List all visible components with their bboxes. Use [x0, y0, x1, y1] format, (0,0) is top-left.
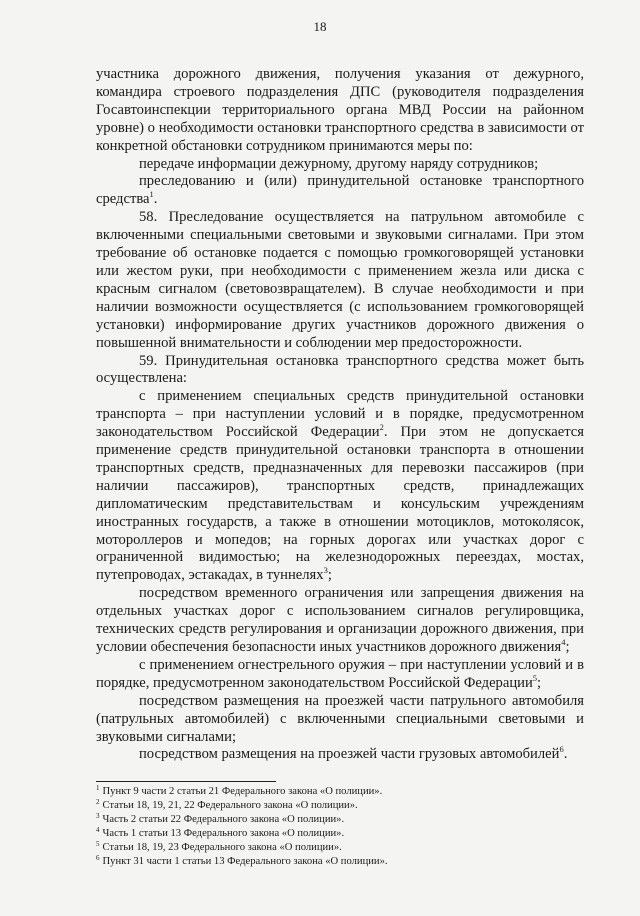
paragraph-59: 59. Принудительная остановка транспортного средства может быть осуществлена: [96, 352, 584, 387]
footnote-4: $^4$ Часть 1 статьи 13 Федерального закона «О полиции». [96, 826, 345, 839]
footnote-6: $^6$ Пункт 31 части 1 статьи 13 Федерального закона «О полиции». [96, 854, 388, 867]
paragraph-item-pursuit: преследованию и (или) принудительной остановке транспортного средства$^1$. [96, 173, 584, 208]
footnote-3: $^3$ Часть 2 статьи 22 Федерального закона «О полиции». [96, 812, 345, 825]
footnote-ref: 2 [379, 422, 384, 433]
paragraph-item-patrol-car-placement: посредством размещения на проезжей части патрульного автомобиля (патрульных автомобилей) с включенными специальными световыми и звуковыми сигналами; [96, 692, 584, 745]
paragraph-item-special-means: с применением специальных средств принудительной остановки транспорта – при наступлении условий и в порядке, предусмотренном законодательством Российской Федерации$^2$. При этом не допускается применение средств принудительной остановки транспорта в отношении транспортных средств, предназначенных для перевозки пассажиров (при наличии пассажиров), транспортных средств, принадлежащих дипломатическим представительствам и консульским учреждениям иностранных государств, а также в отношении мотоциклов, мотоколясок, мотороллеров и мопедов; на горных дорогах или участках дорог с ограниченной видимостью; на железнодорожных переездах, мостах, путепроводах, эстакадах, в туннелях$^3$; [96, 388, 584, 584]
footnote-ref: 6 [559, 744, 564, 755]
footnote-ref: 4 [561, 637, 566, 647]
footnote-ref: 1 [149, 189, 154, 200]
paragraph-item-transfer-info: передаче информации дежурному, другому наряду сотрудников; [139, 155, 539, 172]
paragraph-item-firearms: с применением огнестрельного оружия – при наступлении условий и в порядке, предусмотренном законодательством Российской Федерации$^5$; [96, 656, 584, 691]
footnote-ref: 3 [323, 565, 328, 576]
footnote-1: $^1$ Пункт 9 части 2 статьи 21 Федерального закона «О полиции». [96, 784, 383, 797]
page-number: 18 [313, 19, 327, 34]
paragraph-continuation: участника дорожного движения, получения указания от дежурного, командира строевого подразделения ДПС (руководителя подразделения Госавтоинспекции территориального органа МВД России на районном уровне) о необходимости остановки транспортного средства в зависимости от конкретной обстановки сотрудником принимаются меры по: [96, 66, 584, 154]
footnote-5: $^5$ Статьи 18, 19, 23 Федерального закона «О полиции». [96, 840, 342, 853]
paragraph-item-traffic-restriction: посредством временного ограничения или запрещения движения на отдельных участках дорог с использованием сигналов регулировщика, технических средств регулирования и организации дорожного движения, при условии обеспечения безопасности иных участников дорожного движения$^4$; [96, 585, 584, 655]
document-body [96, 66, 584, 764]
footnote-ref: 5 [532, 672, 538, 683]
footnotes [96, 785, 584, 869]
footnote-2: $^2$ Статьи 18, 19, 21, 22 Федерального закона «О полиции». [96, 798, 358, 811]
paragraph-58: 58. Преследование осуществляется на патрульном автомобиле с включенными специальными световыми и звуковыми сигналами. При этом требование об остановке подается с помощью громкоговорящей установки или жестом руки, при необходимости с применением жезла или диска с красным сигналом (световозвращателем). В случае необходимости и при наличии возможности осуществляется (с использованием громкоговорящей установки) информирование других участников дорожного движения о повышенной внимательности и соблюдении мер предосторожности. [96, 209, 584, 351]
paragraph-item-truck-placement: посредством размещения на проезжей части грузовых автомобилей$^6$. [139, 744, 568, 763]
footnote-divider [96, 781, 276, 782]
